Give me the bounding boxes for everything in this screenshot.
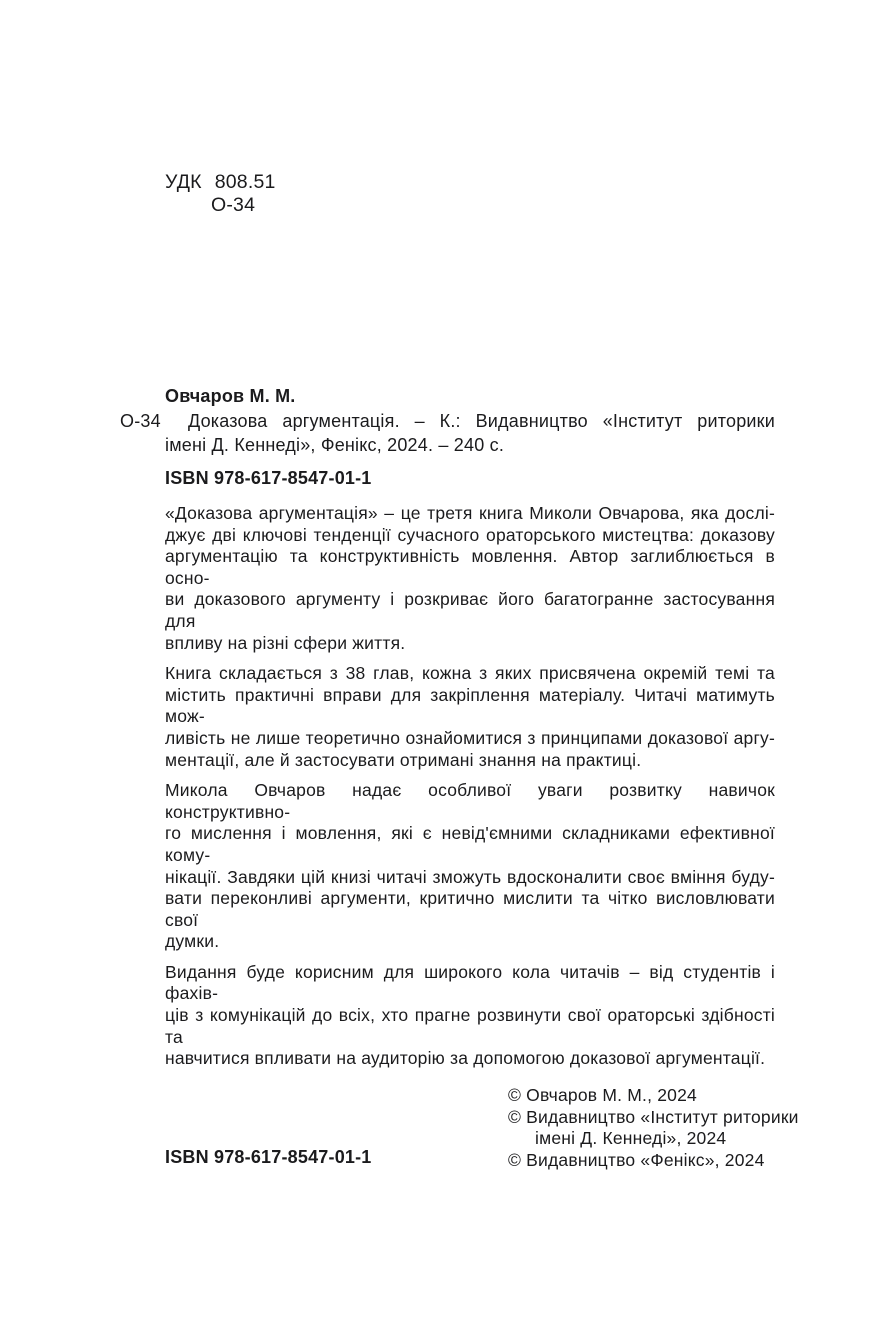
copyright-line-publisher-2: © Видавництво «Фенікс», 2024 [508, 1149, 765, 1170]
annotation-line: Микола Овчаров надає особливої уваги розвитку навичок конструктивно- [165, 780, 775, 822]
card-author-mark: О-34 [120, 411, 161, 431]
annotation-line: «Доказова аргументація» – це третя книга Миколи Овчарова, яка дослі- [165, 503, 775, 523]
udk-author-mark: О-34 [211, 194, 256, 216]
udk-block [165, 171, 276, 217]
catalog-card-entry [120, 409, 775, 457]
catalog-card-title-text: Доказова аргументація. – К.: Видавництво «Інститут риторики [188, 411, 775, 431]
catalog-card-line-2: імені Д. Кеннеді», Фенікс, 2024. – 240 с. [165, 435, 505, 455]
annotation-line: Книга складається з 38 глав, кожна з яких присвячена окремій темі та [165, 663, 775, 684]
annotation-line: джує дві ключові тенденції сучасного ораторського мистецтва: доказову [165, 524, 775, 545]
annotation-line: містить практичні вправи для закріплення матеріалу. Читачі матимуть мож- [165, 684, 775, 727]
copyright-line-publisher-1: © Видавництво «Інститут риторики [508, 1106, 799, 1127]
annotation-paragraph-2 [165, 663, 775, 771]
annotation-paragraph-1 [165, 503, 775, 654]
udk-row [165, 171, 276, 194]
annotation-line: думки. [165, 931, 220, 952]
annotation-line: ментації, але й застосувати отримані знання на практиці. [165, 749, 642, 770]
annotation-line: го мислення і мовлення, які є невід'ємними складниками ефективної кому- [165, 823, 775, 865]
annotation-line: вати переконливі аргументи, критично мислити та чітко висловлювати свої [165, 888, 775, 930]
annotation-line: ливість не лише теоретично ознайомитися з принципами доказової аргу- [165, 727, 775, 748]
isbn-top: ISBN 978-617-8547-01-1 [165, 468, 372, 488]
isbn-bottom: ISBN 978-617-8547-01-1 [165, 1147, 372, 1167]
annotation [165, 503, 775, 1079]
copyright-line-publisher-1-cont: імені Д. Кеннеді», 2024 [535, 1128, 727, 1149]
copyright-line-author: © Овчаров М. М., 2024 [508, 1085, 697, 1105]
annotation-paragraph-4 [165, 962, 775, 1070]
annotation-line: навчитися впливати на аудиторію за допомогою доказової аргументації. [165, 1048, 766, 1069]
annotation-line: ви доказового аргументу і розкриває його багатогранне застосування для [165, 589, 775, 631]
catalog-card-line-1 [120, 409, 775, 433]
annotation-line: впливу на різні сфери життя. [165, 632, 406, 653]
udk-label: УДК [165, 171, 202, 193]
annotation-paragraph-3 [165, 780, 775, 953]
annotation-line: аргументацію та конструктивність мовлення. Автор заглиблюється в осно- [165, 546, 775, 588]
card-author-name: Овчаров М. М. [165, 386, 296, 406]
udk-number: 808.51 [214, 171, 276, 193]
annotation-line: нікації. Завдяки цій книзі читачі зможуть вдосконалити своє вміння буду- [165, 866, 775, 887]
annotation-line: ців з комунікацій до всіх, хто прагне розвинути свої ораторські здібності та [165, 1005, 775, 1047]
annotation-line: Видання буде корисним для широкого кола читачів – від студентів і фахів- [165, 961, 775, 1004]
copyright-block [508, 1085, 808, 1171]
